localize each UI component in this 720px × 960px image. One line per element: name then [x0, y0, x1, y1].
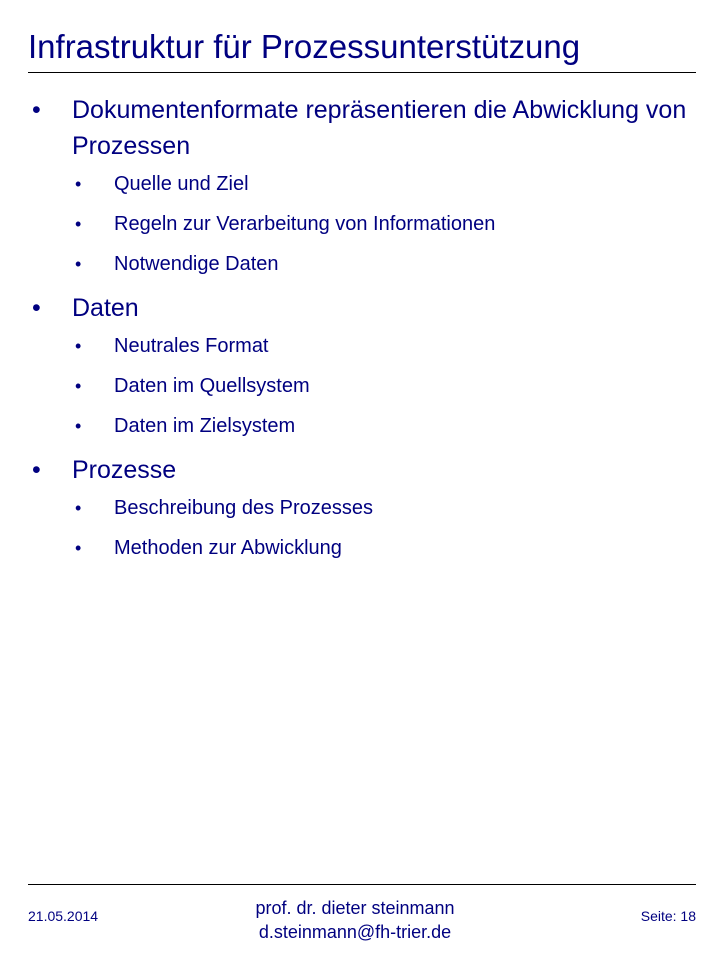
author-name: prof. dr. dieter steinmann	[255, 898, 455, 918]
bullet-item	[28, 290, 696, 326]
slide-title: Infrastruktur für Prozessunterstützung	[28, 28, 581, 65]
footer-author	[200, 896, 510, 944]
bullet-icon: •	[75, 214, 82, 234]
sub-bullet-text: Regeln zur Verarbeitung von Informationen	[114, 213, 496, 235]
title-divider	[28, 72, 696, 73]
sub-bullet-item	[28, 534, 696, 562]
bullet-item	[28, 92, 696, 164]
bullet-icon: •	[32, 456, 41, 484]
bullet-icon: •	[75, 376, 82, 396]
sub-bullet-item	[28, 372, 696, 400]
sub-bullet-text: Methoden zur Abwicklung	[114, 537, 342, 559]
bullet-icon: •	[32, 96, 41, 124]
bullet-icon: •	[75, 538, 82, 558]
bullet-icon: •	[32, 294, 41, 322]
sub-bullet-text: Neutrales Format	[114, 335, 269, 357]
bullet-list	[28, 92, 696, 574]
bullet-icon: •	[75, 416, 82, 436]
bullet-icon: •	[75, 174, 82, 194]
bullet-item	[28, 452, 696, 488]
footer-divider	[28, 884, 696, 885]
bullet-icon: •	[75, 498, 82, 518]
page-number: Seite: 18	[640, 908, 696, 924]
sub-bullet-text: Notwendige Daten	[114, 253, 279, 275]
sub-bullet-item	[28, 412, 696, 440]
sub-bullet-item	[28, 210, 696, 238]
sub-bullet-list	[28, 332, 696, 440]
author-email: d.steinmann@fh-trier.de	[258, 922, 452, 942]
sub-bullet-item	[28, 494, 696, 522]
sub-bullet-list	[28, 170, 696, 278]
sub-bullet-item	[28, 332, 696, 360]
sub-bullet-list	[28, 494, 696, 562]
sub-bullet-text: Daten im Quellsystem	[114, 375, 310, 397]
bullet-text: Dokumentenformate repräsentieren die Abwicklung von Prozessen	[72, 96, 687, 160]
bullet-text: Prozesse	[72, 456, 177, 484]
sub-bullet-item	[28, 170, 696, 198]
sub-bullet-text: Beschreibung des Prozesses	[114, 497, 374, 519]
bullet-text: Daten	[72, 294, 139, 322]
footer-date: 21.05.2014	[28, 908, 99, 924]
bullet-icon: •	[75, 254, 82, 274]
bullet-icon: •	[75, 336, 82, 356]
sub-bullet-text: Daten im Zielsystem	[114, 415, 296, 437]
sub-bullet-text: Quelle und Ziel	[114, 173, 249, 195]
sub-bullet-item	[28, 250, 696, 278]
